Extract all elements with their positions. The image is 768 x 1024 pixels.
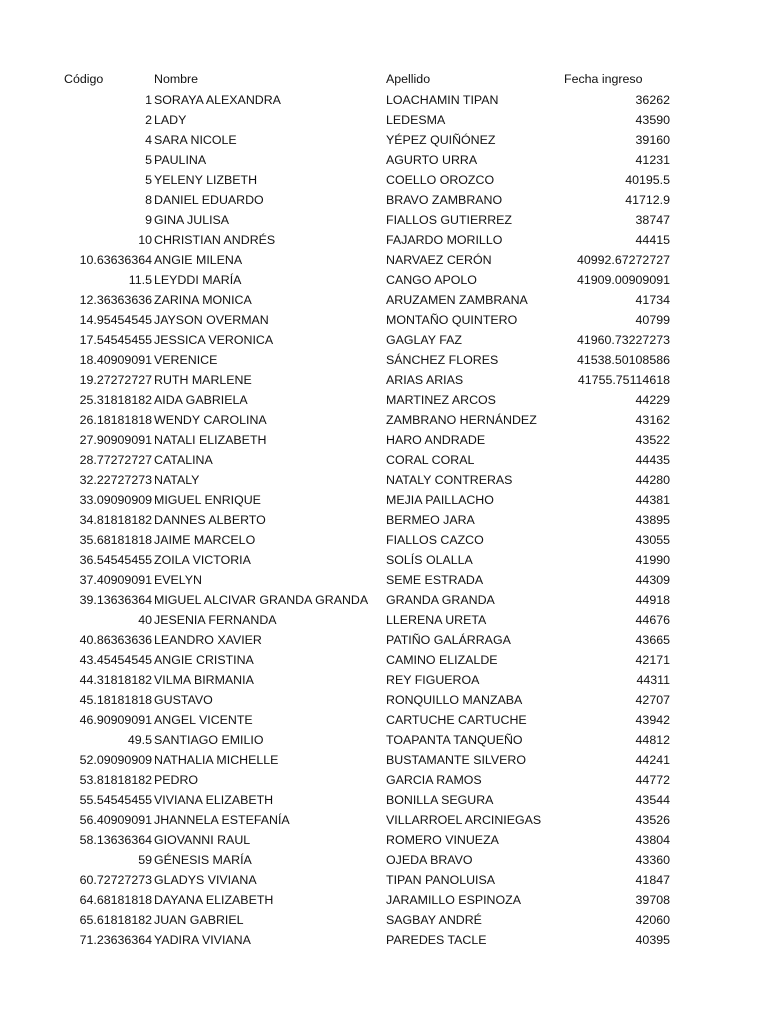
table-row: [0, 650, 768, 670]
cell-nombre: ANGEL VICENTE: [154, 713, 253, 727]
cell-codigo: 45.18181818: [79, 693, 152, 707]
table-row: [0, 450, 768, 470]
cell-codigo: 10: [138, 233, 152, 247]
cell-codigo: 43.45454545: [79, 653, 152, 667]
cell-codigo: 33.09090909: [79, 493, 152, 507]
cell-apellido: SAGBAY ANDRÉ: [386, 913, 482, 927]
cell-apellido: SÁNCHEZ FLORES: [386, 353, 499, 367]
cell-apellido: LLERENA URETA: [386, 613, 487, 627]
cell-nombre: PEDRO: [154, 773, 199, 787]
cell-apellido: HARO ANDRADE: [386, 433, 486, 447]
cell-nombre: JAIME MARCELO: [154, 533, 256, 547]
cell-fecha-ingreso: 43895: [635, 513, 670, 527]
cell-fecha-ingreso: 40195.5: [625, 173, 670, 187]
cell-fecha-ingreso: 41960.73227273: [576, 333, 670, 347]
cell-fecha-ingreso: 41538.50108586: [576, 353, 670, 367]
cell-nombre: MIGUEL ALCIVAR GRANDA GRANDA: [154, 593, 369, 607]
cell-fecha-ingreso: 43665: [635, 633, 670, 647]
cell-apellido: REY FIGUEROA: [386, 673, 480, 687]
cell-fecha-ingreso: 44812: [635, 733, 670, 747]
cell-codigo: 10.63636364: [79, 253, 152, 267]
cell-apellido: YÉPEZ QUIÑÓNEZ: [386, 133, 496, 147]
cell-nombre: CHRISTIAN ANDRÉS: [154, 233, 276, 247]
cell-nombre: YADIRA VIVIANA: [154, 933, 251, 947]
cell-nombre: JESSICA VERONICA: [154, 333, 274, 347]
cell-fecha-ingreso: 41847: [635, 873, 670, 887]
cell-fecha-ingreso: 42171: [635, 653, 670, 667]
cell-nombre: PAULINA: [154, 153, 207, 167]
cell-apellido: RONQUILLO MANZABA: [386, 693, 523, 707]
cell-apellido: CANGO APOLO: [386, 273, 477, 287]
cell-nombre: GLADYS VIVIANA: [154, 873, 257, 887]
cell-nombre: DANIEL EDUARDO: [154, 193, 264, 207]
cell-apellido: ARIAS ARIAS: [386, 373, 464, 387]
cell-nombre: EVELYN: [154, 573, 202, 587]
cell-nombre: GUSTAVO: [154, 693, 213, 707]
cell-codigo: 40.86363636: [79, 633, 152, 647]
cell-fecha-ingreso: 44280: [635, 473, 670, 487]
table-row: [0, 190, 768, 210]
cell-nombre: WENDY CAROLINA: [154, 413, 267, 427]
cell-fecha-ingreso: 44415: [635, 233, 670, 247]
cell-apellido: AGURTO URRA: [386, 153, 478, 167]
table-row: [0, 150, 768, 170]
table-row: [0, 630, 768, 650]
cell-codigo: 27.90909091: [79, 433, 152, 447]
cell-apellido: VILLARROEL ARCINIEGAS: [386, 813, 542, 827]
table-row: [0, 570, 768, 590]
cell-nombre: JESENIA FERNANDA: [154, 613, 277, 627]
table-row: [0, 690, 768, 710]
cell-nombre: CATALINA: [154, 453, 213, 467]
cell-codigo: 8: [145, 193, 152, 207]
table-row: [0, 750, 768, 770]
cell-codigo: 5: [145, 173, 152, 187]
cell-nombre: ANGIE CRISTINA: [154, 653, 254, 667]
cell-apellido: OJEDA BRAVO: [386, 853, 473, 867]
cell-codigo: 60.72727273: [79, 873, 152, 887]
table-row: [0, 550, 768, 570]
cell-apellido: ZAMBRANO HERNÁNDEZ: [386, 413, 537, 427]
cell-apellido: SEME ESTRADA: [386, 573, 484, 587]
cell-fecha-ingreso: 41231: [635, 153, 670, 167]
cell-codigo: 58.13636364: [79, 833, 152, 847]
cell-apellido: GARCIA RAMOS: [386, 773, 482, 787]
table-row: [0, 930, 768, 950]
cell-apellido: TIPAN PANOLUISA: [386, 873, 496, 887]
data-table: [0, 68, 768, 950]
table-row: [0, 610, 768, 630]
cell-codigo: 28.77272727: [79, 453, 152, 467]
cell-apellido: NATALY CONTRERAS: [386, 473, 513, 487]
table-row: [0, 890, 768, 910]
cell-codigo: 49.5: [127, 733, 152, 747]
cell-apellido: TOAPANTA TANQUEÑO: [386, 733, 523, 747]
cell-codigo: 46.90909091: [79, 713, 152, 727]
table-row: [0, 490, 768, 510]
header-apellido: Apellido: [386, 72, 431, 86]
cell-apellido: LEDESMA: [386, 113, 446, 127]
cell-codigo: 44.31818182: [79, 673, 152, 687]
table-row: [0, 810, 768, 830]
table-row: [0, 170, 768, 190]
table-row: [0, 430, 768, 450]
table-row: [0, 270, 768, 290]
cell-codigo: 18.40909091: [79, 353, 152, 367]
cell-nombre: YELENY LIZBETH: [154, 173, 258, 187]
cell-apellido: GRANDA GRANDA: [386, 593, 495, 607]
table-row: [0, 410, 768, 430]
cell-fecha-ingreso: 44676: [635, 613, 670, 627]
cell-fecha-ingreso: 40395: [635, 933, 670, 947]
cell-codigo: 12.36363636: [79, 293, 152, 307]
table-row: [0, 370, 768, 390]
cell-codigo: 56.40909091: [79, 813, 152, 827]
cell-nombre: VERENICE: [154, 353, 218, 367]
cell-apellido: NARVAEZ CERÓN: [386, 253, 492, 267]
cell-apellido: MEJIA PAILLACHO: [386, 493, 494, 507]
cell-apellido: CORAL CORAL: [386, 453, 475, 467]
cell-codigo: 64.68181818: [79, 893, 152, 907]
cell-apellido: BONILLA SEGURA: [386, 793, 494, 807]
table-row: [0, 210, 768, 230]
cell-codigo: 35.68181818: [79, 533, 152, 547]
cell-nombre: GINA JULISA: [154, 213, 230, 227]
cell-fecha-ingreso: 44311: [636, 673, 670, 687]
cell-codigo: 34.81818182: [79, 513, 152, 527]
cell-apellido: GAGLAY FAZ: [386, 333, 462, 347]
table-row: [0, 470, 768, 490]
cell-nombre: LEYDDI MARÍA: [154, 273, 242, 287]
table-row: [0, 230, 768, 250]
table-row: [0, 290, 768, 310]
cell-fecha-ingreso: 43526: [635, 813, 670, 827]
cell-nombre: NATALI ELIZABETH: [154, 433, 267, 447]
cell-fecha-ingreso: 43590: [635, 113, 670, 127]
cell-nombre: JUAN GABRIEL: [154, 913, 244, 927]
cell-fecha-ingreso: 43055: [635, 533, 670, 547]
cell-nombre: JHANNELA ESTEFANÍA: [154, 813, 290, 827]
table-row: [0, 250, 768, 270]
cell-codigo: 53.81818182: [79, 773, 152, 787]
header-fecha-ingreso: Fecha ingreso: [564, 72, 643, 86]
cell-nombre: SANTIAGO EMILIO: [154, 733, 264, 747]
cell-apellido: ROMERO VINUEZA: [386, 833, 499, 847]
header-codigo: Código: [64, 72, 104, 86]
cell-codigo: 40: [138, 613, 152, 627]
cell-apellido: CARTUCHE CARTUCHE: [386, 713, 527, 727]
cell-nombre: GÉNESIS MARÍA: [154, 853, 252, 867]
cell-nombre: DANNES ALBERTO: [154, 513, 266, 527]
cell-apellido: BERMEO JARA: [386, 513, 475, 527]
cell-fecha-ingreso: 44918: [635, 593, 670, 607]
cell-fecha-ingreso: 44381: [635, 493, 670, 507]
cell-nombre: LEANDRO XAVIER: [154, 633, 262, 647]
cell-nombre: VIVIANA ELIZABETH: [154, 793, 274, 807]
cell-codigo: 71.23636364: [79, 933, 152, 947]
cell-nombre: LADY: [154, 113, 187, 127]
cell-codigo: 2: [145, 113, 152, 127]
cell-codigo: 26.18181818: [79, 413, 152, 427]
cell-fecha-ingreso: 44229: [635, 393, 670, 407]
cell-apellido: PAREDES TACLE: [386, 933, 487, 947]
cell-fecha-ingreso: 42060: [635, 913, 670, 927]
cell-codigo: 4: [145, 133, 152, 147]
table-row: [0, 670, 768, 690]
cell-codigo: 25.31818182: [79, 393, 152, 407]
cell-nombre: RUTH MARLENE: [154, 373, 252, 387]
cell-fecha-ingreso: 41909.00909091: [576, 273, 670, 287]
cell-fecha-ingreso: 41990: [635, 553, 670, 567]
cell-apellido: BUSTAMANTE SILVERO: [386, 753, 526, 767]
table-row: [0, 90, 768, 110]
cell-fecha-ingreso: 36262: [635, 93, 670, 107]
cell-codigo: 55.54545455: [79, 793, 152, 807]
cell-nombre: MIGUEL ENRIQUE: [154, 493, 261, 507]
table-row: [0, 830, 768, 850]
cell-codigo: 32.22727273: [79, 473, 152, 487]
cell-apellido: MARTINEZ ARCOS: [386, 393, 496, 407]
cell-codigo: 14.95454545: [79, 313, 152, 327]
cell-nombre: JAYSON OVERMAN: [154, 313, 269, 327]
cell-fecha-ingreso: 43804: [635, 833, 670, 847]
cell-codigo: 59: [138, 853, 152, 867]
cell-nombre: NATALY: [154, 473, 200, 487]
table-row: [0, 330, 768, 350]
table-row: [0, 110, 768, 130]
table-row: [0, 530, 768, 550]
cell-codigo: 1: [145, 93, 152, 107]
cell-apellido: SOLÍS OLALLA: [386, 553, 473, 567]
table-row: [0, 870, 768, 890]
table-row: [0, 390, 768, 410]
cell-codigo: 39.13636364: [79, 593, 152, 607]
cell-codigo: 19.27272727: [79, 373, 152, 387]
cell-apellido: FAJARDO MORILLO: [386, 233, 503, 247]
cell-apellido: MONTAÑO QUINTERO: [386, 313, 518, 327]
cell-fecha-ingreso: 43942: [635, 713, 670, 727]
cell-apellido: ARUZAMEN ZAMBRANA: [386, 293, 528, 307]
table-row: [0, 790, 768, 810]
table-row: [0, 730, 768, 750]
cell-nombre: AIDA GABRIELA: [154, 393, 248, 407]
cell-fecha-ingreso: 40799: [635, 313, 670, 327]
cell-nombre: VILMA BIRMANIA: [154, 673, 254, 687]
table-row: [0, 710, 768, 730]
table-row: [0, 510, 768, 530]
cell-apellido: CAMINO ELIZALDE: [386, 653, 498, 667]
table-row: [0, 850, 768, 870]
cell-fecha-ingreso: 40992.67272727: [576, 253, 670, 267]
cell-fecha-ingreso: 44435: [635, 453, 670, 467]
cell-fecha-ingreso: 39160: [635, 133, 670, 147]
cell-apellido: LOACHAMIN TIPAN: [386, 93, 499, 107]
cell-codigo: 9: [145, 213, 152, 227]
cell-fecha-ingreso: 41734: [635, 293, 670, 307]
cell-codigo: 65.61818182: [79, 913, 152, 927]
cell-apellido: COELLO OROZCO: [386, 173, 495, 187]
table-row: [0, 770, 768, 790]
cell-nombre: ZOILA VICTORIA: [154, 553, 251, 567]
table-row: [0, 310, 768, 330]
cell-nombre: SARA NICOLE: [154, 133, 237, 147]
cell-fecha-ingreso: 41712.9: [625, 193, 670, 207]
cell-fecha-ingreso: 44309: [635, 573, 670, 587]
cell-fecha-ingreso: 42707: [635, 693, 670, 707]
cell-nombre: ZARINA MONICA: [154, 293, 252, 307]
table-row: [0, 350, 768, 370]
cell-nombre: SORAYA ALEXANDRA: [154, 93, 281, 107]
table-body: [0, 90, 768, 950]
cell-fecha-ingreso: 44241: [635, 753, 670, 767]
cell-fecha-ingreso: 38747: [635, 213, 670, 227]
cell-fecha-ingreso: 41755.75114618: [577, 373, 670, 387]
cell-codigo: 17.54545455: [79, 333, 152, 347]
cell-codigo: 11.5: [128, 273, 152, 287]
cell-fecha-ingreso: 43360: [635, 853, 670, 867]
cell-fecha-ingreso: 44772: [635, 773, 670, 787]
cell-apellido: FIALLOS CAZCO: [386, 533, 484, 547]
cell-apellido: JARAMILLO ESPINOZA: [386, 893, 521, 907]
cell-fecha-ingreso: 43522: [635, 433, 670, 447]
cell-nombre: NATHALIA MICHELLE: [154, 753, 279, 767]
cell-apellido: BRAVO ZAMBRANO: [386, 193, 503, 207]
cell-fecha-ingreso: 43162: [635, 413, 670, 427]
cell-codigo: 52.09090909: [79, 753, 152, 767]
table-row: [0, 130, 768, 150]
cell-codigo: 36.54545455: [79, 553, 152, 567]
cell-fecha-ingreso: 43544: [635, 793, 670, 807]
cell-fecha-ingreso: 39708: [635, 893, 670, 907]
header-nombre: Nombre: [154, 72, 199, 86]
cell-apellido: PATIÑO GALÁRRAGA: [386, 633, 511, 647]
cell-nombre: DAYANA ELIZABETH: [154, 893, 274, 907]
table-row: [0, 910, 768, 930]
cell-codigo: 37.40909091: [79, 573, 152, 587]
cell-nombre: ANGIE MILENA: [154, 253, 243, 267]
cell-codigo: 5: [145, 153, 152, 167]
table-row: [0, 590, 768, 610]
table-header-row: [0, 68, 768, 90]
cell-nombre: GIOVANNI RAUL: [154, 833, 251, 847]
cell-apellido: FIALLOS GUTIERREZ: [386, 213, 512, 227]
